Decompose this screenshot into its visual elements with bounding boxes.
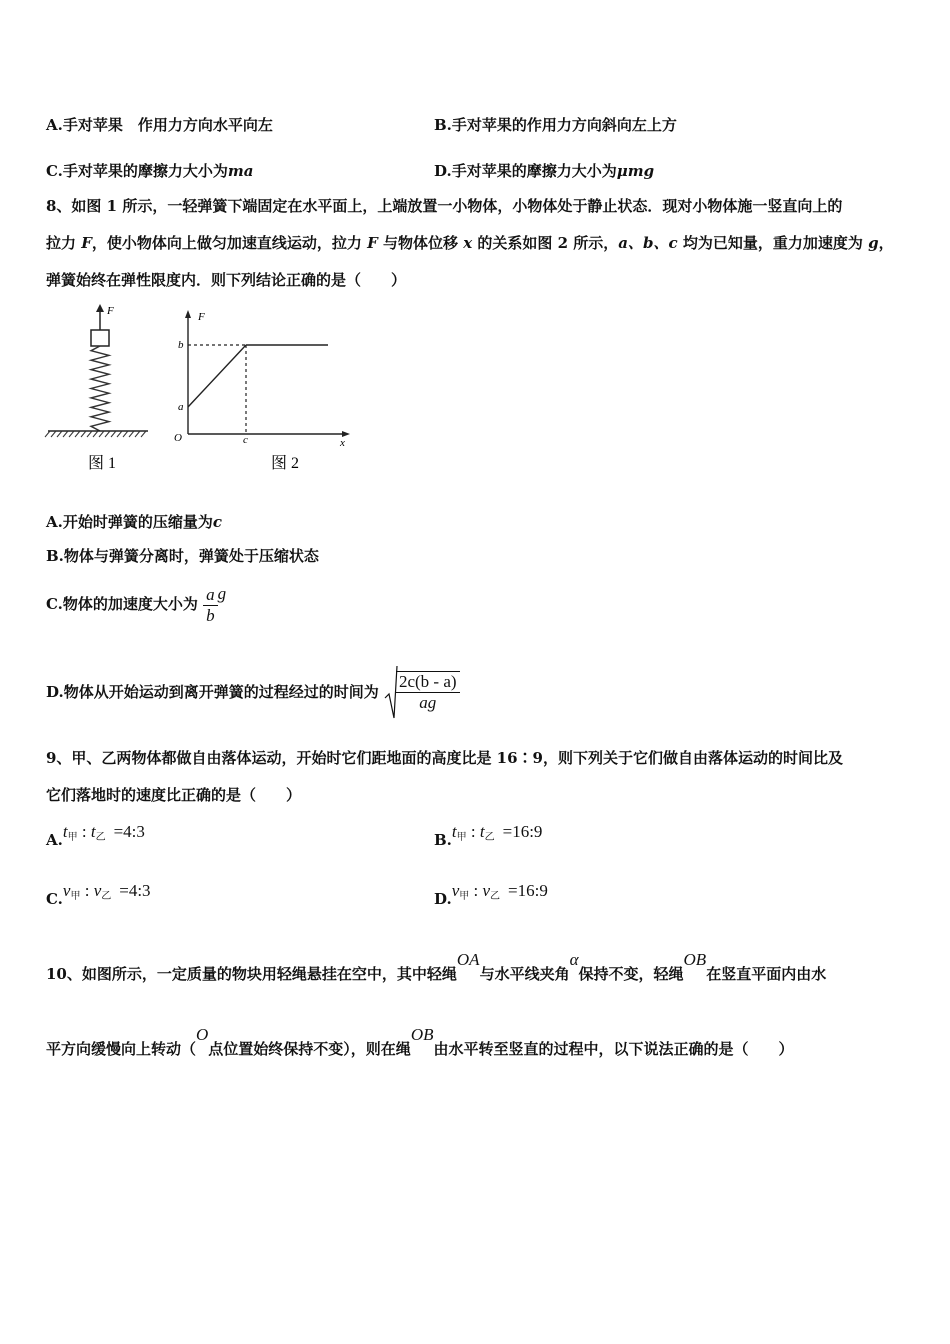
text: ， <box>878 234 894 252</box>
math-var: t <box>62 822 68 841</box>
math-sub: 甲 <box>70 891 81 902</box>
hatch-line <box>45 431 50 437</box>
q10-stem-line1 <box>46 950 826 984</box>
math-alpha: α <box>569 950 579 969</box>
option-text: 手对苹果 作用力方向水平向左 <box>62 116 273 134</box>
hatch-line <box>111 431 116 437</box>
var-x: x <box>463 234 473 252</box>
option-math: ma <box>227 162 254 180</box>
fraction-numerator: a <box>203 585 218 606</box>
q9-option-c[interactable]: $C.v_甲$ : $v_乙$ =4:3 <box>46 881 151 908</box>
math-o: O <box>196 1025 209 1044</box>
text: 拉力 <box>46 234 82 252</box>
option-text: 手对苹果的作用力方向斜向左上方 <box>451 116 677 134</box>
option-text: 物体与弹簧分离时，弹簧处于压缩状态 <box>63 547 319 565</box>
y-tick-a: a <box>178 401 184 413</box>
math-var: t <box>479 822 485 841</box>
q9-stem-line2: 它们落地时的速度比正确的是（ ） <box>46 786 302 804</box>
var-g: g <box>868 234 879 252</box>
option-text: 开始时弹簧的压缩量为 <box>62 513 213 531</box>
hatch-line <box>129 431 134 437</box>
option-label: A. <box>46 513 63 531</box>
math-sub: 乙 <box>484 832 495 843</box>
x-axis-label: x <box>340 437 345 449</box>
math-sub: 乙 <box>101 891 112 902</box>
option-label: C. <box>46 890 63 908</box>
math-ob: OB <box>410 1025 434 1044</box>
math-sub: 甲 <box>67 832 78 843</box>
option-label: C. <box>46 595 63 613</box>
var-f: F <box>367 234 378 252</box>
hatch-line <box>141 431 146 437</box>
q9-option-b[interactable]: $B.t_甲$ : $t_乙$ =16:9 <box>434 822 543 849</box>
math-oa: OA <box>456 950 480 969</box>
math-ratio: =16:9 <box>502 822 543 841</box>
option-label: C. <box>46 162 63 180</box>
math-var: t <box>451 822 457 841</box>
spring-coil <box>91 346 109 431</box>
math-var: v <box>482 881 491 900</box>
q8-option-b[interactable] <box>46 546 319 566</box>
option-text: 手对苹果的摩擦力大小为 <box>451 162 617 180</box>
q7-option-b[interactable] <box>434 115 677 135</box>
figure-1-spring <box>44 300 154 475</box>
text: 由水平转至竖直的过程中，以下说法正确的是（ ） <box>433 1040 794 1058</box>
hatch-line <box>75 431 80 437</box>
math-sub: 甲 <box>459 891 470 902</box>
math-var: v <box>93 881 102 900</box>
option-label: D. <box>46 683 64 701</box>
force-label: F <box>107 305 114 317</box>
option-text: 物体的加速度大小为 <box>62 595 198 613</box>
origin-label: O <box>174 432 182 444</box>
q8-option-c[interactable] <box>46 584 226 626</box>
fraction-a-over-b <box>203 585 218 626</box>
option-label: D. <box>434 890 452 908</box>
ground-hatch <box>45 431 146 437</box>
q9-option-a[interactable]: $A.t_甲$ : $t_乙$ =4:3 <box>46 822 145 849</box>
block <box>91 330 109 346</box>
figure-1-caption: 图 1 <box>87 455 117 472</box>
option-label: A. <box>46 831 63 849</box>
hatch-line <box>69 431 74 437</box>
hatch-line <box>99 431 104 437</box>
figure-2-caption: 图 2 <box>270 455 300 472</box>
text: 与水平线夹角 <box>479 965 570 983</box>
y-axis-arrow <box>185 310 191 318</box>
hatch-line <box>135 431 140 437</box>
option-label: B. <box>434 831 452 849</box>
q9-stem-line1: 9、甲、乙两物体都做自由落体运动，开始时它们距地面的高度比是 16∶9，则下列关于它们做自由落体运动的时间比及 <box>46 749 843 767</box>
math-sub: 乙 <box>95 832 106 843</box>
q8-stem-line2 <box>46 233 894 253</box>
math-ratio: =16:9 <box>508 881 548 900</box>
text: ，使小物体向上做匀加速直线运动，拉力 <box>91 234 368 252</box>
fraction-denominator: b <box>206 605 215 625</box>
series-rising <box>188 345 246 407</box>
hatch-line <box>51 431 56 437</box>
var-f: F <box>81 234 92 252</box>
figure-2-graph <box>168 300 358 475</box>
option-text: 物体从开始运动到离开弹簧的过程经过的时间为 <box>63 683 379 701</box>
hatch-line <box>117 431 122 437</box>
math-ratio: =4:3 <box>119 881 151 900</box>
text: 与物体位移 <box>377 234 464 252</box>
q8-option-d[interactable] <box>46 664 460 720</box>
y-tick-b: b <box>178 339 184 351</box>
hatch-line <box>81 431 86 437</box>
x-tick-c: c <box>243 434 248 446</box>
math-sub: 甲 <box>456 832 467 843</box>
q8-option-a[interactable] <box>46 512 222 532</box>
q9-option-d[interactable]: $D.v_甲$ : $v_乙$ =16:9 <box>434 881 548 908</box>
option-label: B. <box>434 116 452 134</box>
hatch-line <box>123 431 128 437</box>
hatch-line <box>57 431 62 437</box>
math-var: v <box>62 881 71 900</box>
math-var: t <box>90 822 96 841</box>
var-abc: a、b、c <box>618 234 678 252</box>
fraction-denominator: ag <box>419 693 437 712</box>
option-label: A. <box>46 116 63 134</box>
force-arrowhead <box>96 304 104 312</box>
text: 保持不变，轻绳 <box>578 965 684 983</box>
option-math: c <box>212 513 223 531</box>
math-ratio: =4:3 <box>113 822 145 841</box>
option-math: μmg <box>616 162 655 180</box>
math-sub: 乙 <box>490 891 501 902</box>
option-label: D. <box>434 162 452 180</box>
option-math: g <box>217 584 227 603</box>
option-text: 手对苹果的摩擦力大小为 <box>62 162 228 180</box>
hatch-line <box>93 431 98 437</box>
hatch-line <box>63 431 68 437</box>
hatch-line <box>105 431 110 437</box>
math-ob: OB <box>683 950 707 969</box>
option-label: B. <box>46 547 64 565</box>
sqrt-fraction <box>396 671 460 713</box>
text: 均为已知量，重力加速度为 <box>677 234 869 252</box>
y-axis-label: F <box>198 311 205 323</box>
q7-option-d[interactable] <box>434 161 654 181</box>
text: 点位置始终保持不变），则在绳 <box>208 1040 411 1058</box>
q8-stem-line3: 弹簧始终在弹性限度内．则下列结论正确的是（ ） <box>46 271 407 289</box>
text: 平方向缓慢向上转动（ <box>46 1040 197 1058</box>
q8-stem-line1: 8、如图 1 所示，一轻弹簧下端固定在水平面上，上端放置一小物体，小物体处于静止状态．现对小物体施一竖直向上的 <box>46 197 843 215</box>
math-var: v <box>451 881 460 900</box>
fraction-numerator: 2c(b - a) <box>396 672 460 693</box>
text: 的关系如图 2 所示， <box>472 234 619 252</box>
q10-stem-line2 <box>46 1025 794 1059</box>
q7-option-c[interactable] <box>46 161 254 181</box>
hatch-line <box>87 431 92 437</box>
text: 10、如图所示，一定质量的物块用轻绳悬挂在空中，其中轻绳 <box>46 965 457 983</box>
q7-option-a[interactable] <box>46 115 273 135</box>
text: 在竖直平面内由水 <box>706 965 827 983</box>
